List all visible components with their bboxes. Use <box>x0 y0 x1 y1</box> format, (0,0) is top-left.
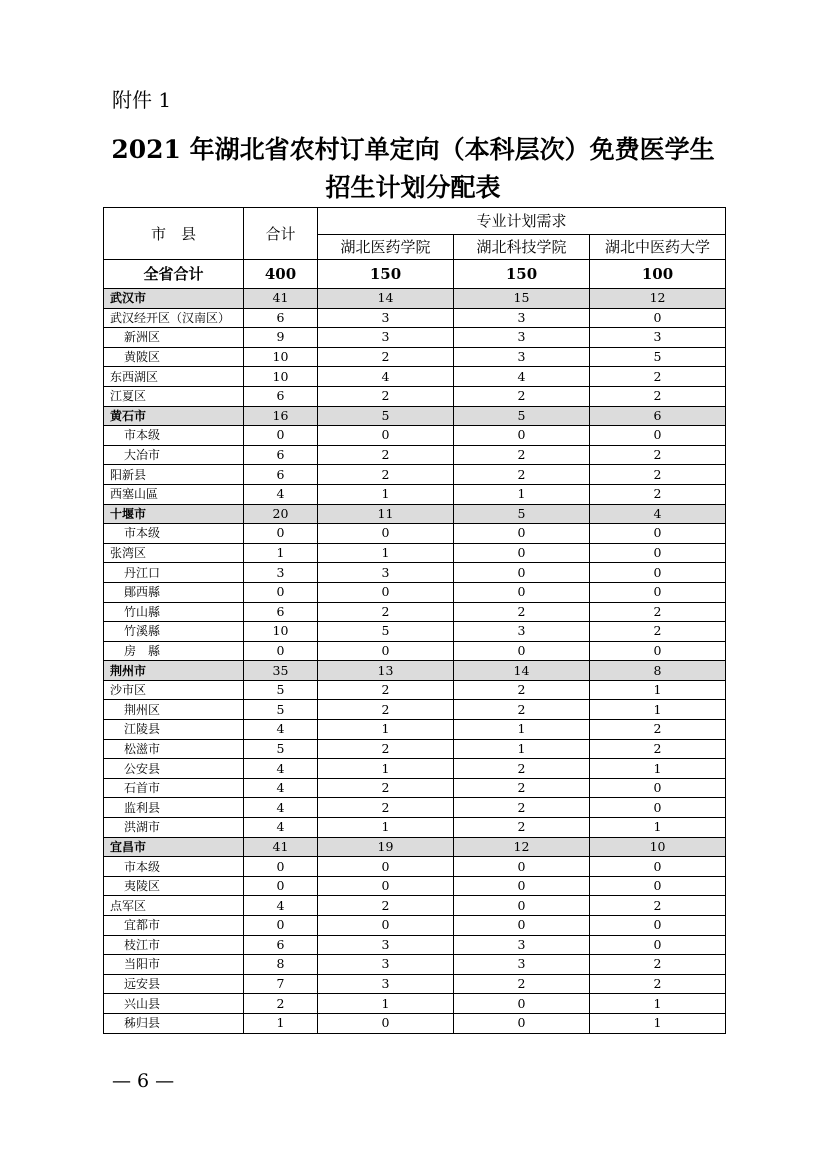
total-cell: 10 <box>244 367 318 387</box>
col2-cell: 3 <box>454 328 590 348</box>
col2-cell: 1 <box>454 739 590 759</box>
col1-cell: 14 <box>318 289 454 309</box>
col3-cell: 2 <box>590 974 726 994</box>
city-row <box>104 406 726 426</box>
table-row <box>104 876 726 896</box>
col2-cell: 5 <box>454 406 590 426</box>
total-row <box>104 260 726 289</box>
table-row <box>104 680 726 700</box>
total-cell: 4 <box>244 778 318 798</box>
table-row <box>104 622 726 642</box>
region-cell: 荆州区 <box>104 700 244 720</box>
region-cell: 鄖西縣 <box>104 582 244 602</box>
region-cell: 洪湖市 <box>104 818 244 838</box>
table-row <box>104 916 726 936</box>
col2-cell: 0 <box>454 543 590 563</box>
region-cell: 市本级 <box>104 857 244 877</box>
col2-cell: 2 <box>454 465 590 485</box>
table-row <box>104 974 726 994</box>
col1-cell: 1 <box>318 720 454 740</box>
col2-cell: 3 <box>454 308 590 328</box>
col1-cell: 2 <box>318 465 454 485</box>
col1-cell: 0 <box>318 426 454 446</box>
total-cell: 2 <box>244 994 318 1014</box>
col3-cell: 2 <box>590 955 726 975</box>
region-cell: 市本级 <box>104 426 244 446</box>
col1-cell: 2 <box>318 347 454 367</box>
col2-cell: 0 <box>454 582 590 602</box>
region-cell: 枝江市 <box>104 935 244 955</box>
region-cell: 市本级 <box>104 524 244 544</box>
col2-cell: 0 <box>454 916 590 936</box>
total-cell: 0 <box>244 426 318 446</box>
region-cell: 阳新县 <box>104 465 244 485</box>
table-row <box>104 700 726 720</box>
region-cell: 石首市 <box>104 778 244 798</box>
col2-cell: 2 <box>454 759 590 779</box>
total-cell: 0 <box>244 857 318 877</box>
col1-cell: 1 <box>318 543 454 563</box>
col1-cell: 0 <box>318 916 454 936</box>
col1-cell: 0 <box>318 876 454 896</box>
region-cell: 夷陵区 <box>104 876 244 896</box>
region-cell: 当阳市 <box>104 955 244 975</box>
col2-cell: 0 <box>454 1013 590 1033</box>
col1-cell: 19 <box>318 837 454 857</box>
total-cell: 41 <box>244 289 318 309</box>
col3-cell: 0 <box>590 876 726 896</box>
col2-cell: 0 <box>454 896 590 916</box>
col1-cell: 4 <box>318 367 454 387</box>
region-cell: 武汉市 <box>104 289 244 309</box>
table-row <box>104 798 726 818</box>
table-row <box>104 445 726 465</box>
col2-cell: 0 <box>454 641 590 661</box>
col3-cell: 100 <box>590 260 726 289</box>
col2-cell: 0 <box>454 524 590 544</box>
col3-cell: 2 <box>590 445 726 465</box>
col3-cell: 0 <box>590 916 726 936</box>
region-cell: 监利县 <box>104 798 244 818</box>
col2-cell: 0 <box>454 876 590 896</box>
col1-cell: 3 <box>318 935 454 955</box>
col2-cell: 2 <box>454 445 590 465</box>
table-row <box>104 994 726 1014</box>
col1-cell: 3 <box>318 955 454 975</box>
col3-cell: 1 <box>590 759 726 779</box>
table-row <box>104 524 726 544</box>
col1-cell: 3 <box>318 308 454 328</box>
region-cell: 大冶市 <box>104 445 244 465</box>
region-cell: 张湾区 <box>104 543 244 563</box>
col3-cell: 6 <box>590 406 726 426</box>
total-cell: 4 <box>244 759 318 779</box>
col3-cell: 0 <box>590 563 726 583</box>
header-col3: 湖北中医药大学 <box>590 235 726 260</box>
table-row <box>104 935 726 955</box>
col3-cell: 0 <box>590 308 726 328</box>
col3-cell: 2 <box>590 720 726 740</box>
col2-cell: 2 <box>454 386 590 406</box>
col3-cell: 10 <box>590 837 726 857</box>
table-row <box>104 367 726 387</box>
region-cell: 江夏区 <box>104 386 244 406</box>
col2-cell: 2 <box>454 700 590 720</box>
total-cell: 8 <box>244 955 318 975</box>
col2-cell: 2 <box>454 602 590 622</box>
document-title-line2: 招生计划分配表 <box>325 173 501 202</box>
col3-cell: 0 <box>590 426 726 446</box>
col2-cell: 5 <box>454 504 590 524</box>
total-cell: 6 <box>244 465 318 485</box>
total-cell: 0 <box>244 876 318 896</box>
col3-cell: 1 <box>590 818 726 838</box>
col3-cell: 1 <box>590 680 726 700</box>
col2-cell: 2 <box>454 974 590 994</box>
header-col2: 湖北科技学院 <box>454 235 590 260</box>
city-row <box>104 837 726 857</box>
col2-cell: 2 <box>454 818 590 838</box>
region-cell: 秭归县 <box>104 1013 244 1033</box>
col3-cell: 2 <box>590 896 726 916</box>
col1-cell: 0 <box>318 641 454 661</box>
col2-cell: 3 <box>454 347 590 367</box>
total-cell: 5 <box>244 700 318 720</box>
region-cell: 十堰市 <box>104 504 244 524</box>
total-cell: 41 <box>244 837 318 857</box>
col1-cell: 1 <box>318 484 454 504</box>
col2-cell: 4 <box>454 367 590 387</box>
region-cell: 远安县 <box>104 974 244 994</box>
col1-cell: 1 <box>318 759 454 779</box>
col1-cell: 0 <box>318 1013 454 1033</box>
total-cell: 4 <box>244 818 318 838</box>
col3-cell: 4 <box>590 504 726 524</box>
col1-cell: 5 <box>318 406 454 426</box>
total-cell: 10 <box>244 622 318 642</box>
region-cell: 黄陂区 <box>104 347 244 367</box>
table-row <box>104 720 726 740</box>
col3-cell: 0 <box>590 935 726 955</box>
region-cell: 宜都市 <box>104 916 244 936</box>
col3-cell: 2 <box>590 602 726 622</box>
col2-cell: 0 <box>454 563 590 583</box>
col1-cell: 1 <box>318 994 454 1014</box>
region-cell: 东西湖区 <box>104 367 244 387</box>
col2-cell: 2 <box>454 680 590 700</box>
col1-cell: 11 <box>318 504 454 524</box>
total-cell: 3 <box>244 563 318 583</box>
table-row <box>104 386 726 406</box>
total-cell: 6 <box>244 386 318 406</box>
col2-cell: 3 <box>454 622 590 642</box>
col1-cell: 2 <box>318 445 454 465</box>
col1-cell: 2 <box>318 798 454 818</box>
region-cell: 黄石市 <box>104 406 244 426</box>
total-cell: 4 <box>244 798 318 818</box>
col1-cell: 0 <box>318 582 454 602</box>
col2-cell: 3 <box>454 935 590 955</box>
total-cell: 0 <box>244 641 318 661</box>
col1-cell: 0 <box>318 857 454 877</box>
col2-cell: 0 <box>454 857 590 877</box>
col3-cell: 2 <box>590 465 726 485</box>
table-row <box>104 955 726 975</box>
region-cell: 沙市区 <box>104 680 244 700</box>
total-cell: 5 <box>244 739 318 759</box>
col3-cell: 8 <box>590 661 726 681</box>
total-cell: 6 <box>244 602 318 622</box>
table-row <box>104 759 726 779</box>
total-cell: 0 <box>244 582 318 602</box>
col2-cell: 2 <box>454 798 590 818</box>
col1-cell: 1 <box>318 818 454 838</box>
page-number: — 6 — <box>112 1070 175 1092</box>
total-cell: 10 <box>244 347 318 367</box>
col2-cell: 15 <box>454 289 590 309</box>
total-cell: 0 <box>244 524 318 544</box>
col1-cell: 13 <box>318 661 454 681</box>
table-row <box>104 857 726 877</box>
table-row <box>104 426 726 446</box>
col1-cell: 2 <box>318 778 454 798</box>
allocation-table <box>103 207 726 1034</box>
total-cell: 0 <box>244 916 318 936</box>
col2-cell: 1 <box>454 720 590 740</box>
table-row <box>104 582 726 602</box>
col3-cell: 0 <box>590 798 726 818</box>
table-row <box>104 347 726 367</box>
table-row <box>104 778 726 798</box>
col2-cell: 1 <box>454 484 590 504</box>
total-cell: 9 <box>244 328 318 348</box>
table-row <box>104 484 726 504</box>
col2-cell: 0 <box>454 994 590 1014</box>
col3-cell: 3 <box>590 328 726 348</box>
city-row <box>104 661 726 681</box>
col1-cell: 2 <box>318 739 454 759</box>
total-cell: 4 <box>244 484 318 504</box>
col3-cell: 1 <box>590 994 726 1014</box>
col1-cell: 3 <box>318 328 454 348</box>
col3-cell: 0 <box>590 778 726 798</box>
table-body <box>104 260 726 1034</box>
region-cell: 武汉经开区（汉南区） <box>104 308 244 328</box>
region-cell: 松滋市 <box>104 739 244 759</box>
header-total: 合计 <box>244 208 318 260</box>
col3-cell: 5 <box>590 347 726 367</box>
region-cell: 竹溪縣 <box>104 622 244 642</box>
table-row <box>104 563 726 583</box>
col2-cell: 2 <box>454 778 590 798</box>
col1-cell: 3 <box>318 974 454 994</box>
table-row <box>104 543 726 563</box>
total-cell: 35 <box>244 661 318 681</box>
total-cell: 1 <box>244 1013 318 1033</box>
col1-cell: 2 <box>318 386 454 406</box>
region-cell: 荆州市 <box>104 661 244 681</box>
col3-cell: 2 <box>590 367 726 387</box>
region-cell: 公安县 <box>104 759 244 779</box>
col1-cell: 2 <box>318 896 454 916</box>
col2-cell: 12 <box>454 837 590 857</box>
col1-cell: 150 <box>318 260 454 289</box>
col1-cell: 2 <box>318 700 454 720</box>
table-row <box>104 896 726 916</box>
col3-cell: 0 <box>590 857 726 877</box>
col3-cell: 1 <box>590 700 726 720</box>
col3-cell: 1 <box>590 1013 726 1033</box>
total-cell: 1 <box>244 543 318 563</box>
region-cell: 丹江口 <box>104 563 244 583</box>
header-col1: 湖北医药学院 <box>318 235 454 260</box>
col3-cell: 0 <box>590 641 726 661</box>
total-cell: 400 <box>244 260 318 289</box>
attachment-label: 附件 1 <box>112 88 172 112</box>
total-cell: 16 <box>244 406 318 426</box>
col2-cell: 14 <box>454 661 590 681</box>
col3-cell: 2 <box>590 622 726 642</box>
document-title-line1: 2021 年湖北省农村订单定向（本科层次）免费医学生 <box>111 135 715 164</box>
col3-cell: 0 <box>590 543 726 563</box>
col2-cell: 3 <box>454 955 590 975</box>
total-cell: 6 <box>244 935 318 955</box>
region-cell: 房 縣 <box>104 641 244 661</box>
total-cell: 5 <box>244 680 318 700</box>
col1-cell: 2 <box>318 680 454 700</box>
col3-cell: 2 <box>590 739 726 759</box>
region-cell: 兴山县 <box>104 994 244 1014</box>
col1-cell: 2 <box>318 602 454 622</box>
table-row <box>104 818 726 838</box>
col1-cell: 3 <box>318 563 454 583</box>
table-row <box>104 308 726 328</box>
total-cell: 4 <box>244 896 318 916</box>
total-cell: 4 <box>244 720 318 740</box>
region-cell: 竹山縣 <box>104 602 244 622</box>
table-row <box>104 641 726 661</box>
city-row <box>104 289 726 309</box>
table-row <box>104 1013 726 1033</box>
header-region: 市 县 <box>104 208 244 260</box>
region-cell: 西塞山區 <box>104 484 244 504</box>
region-cell: 新洲区 <box>104 328 244 348</box>
table-row <box>104 739 726 759</box>
total-cell: 6 <box>244 308 318 328</box>
city-row <box>104 504 726 524</box>
total-cell: 6 <box>244 445 318 465</box>
region-cell: 全省合计 <box>104 260 244 289</box>
table-row <box>104 465 726 485</box>
total-cell: 7 <box>244 974 318 994</box>
table-row <box>104 602 726 622</box>
col3-cell: 2 <box>590 484 726 504</box>
col2-cell: 150 <box>454 260 590 289</box>
col3-cell: 12 <box>590 289 726 309</box>
col3-cell: 0 <box>590 582 726 602</box>
header-group: 专业计划需求 <box>318 208 726 235</box>
col1-cell: 5 <box>318 622 454 642</box>
col1-cell: 0 <box>318 524 454 544</box>
total-cell: 20 <box>244 504 318 524</box>
table-row <box>104 328 726 348</box>
region-cell: 点军区 <box>104 896 244 916</box>
col3-cell: 0 <box>590 524 726 544</box>
col3-cell: 2 <box>590 386 726 406</box>
col2-cell: 0 <box>454 426 590 446</box>
region-cell: 宜昌市 <box>104 837 244 857</box>
region-cell: 江陵县 <box>104 720 244 740</box>
